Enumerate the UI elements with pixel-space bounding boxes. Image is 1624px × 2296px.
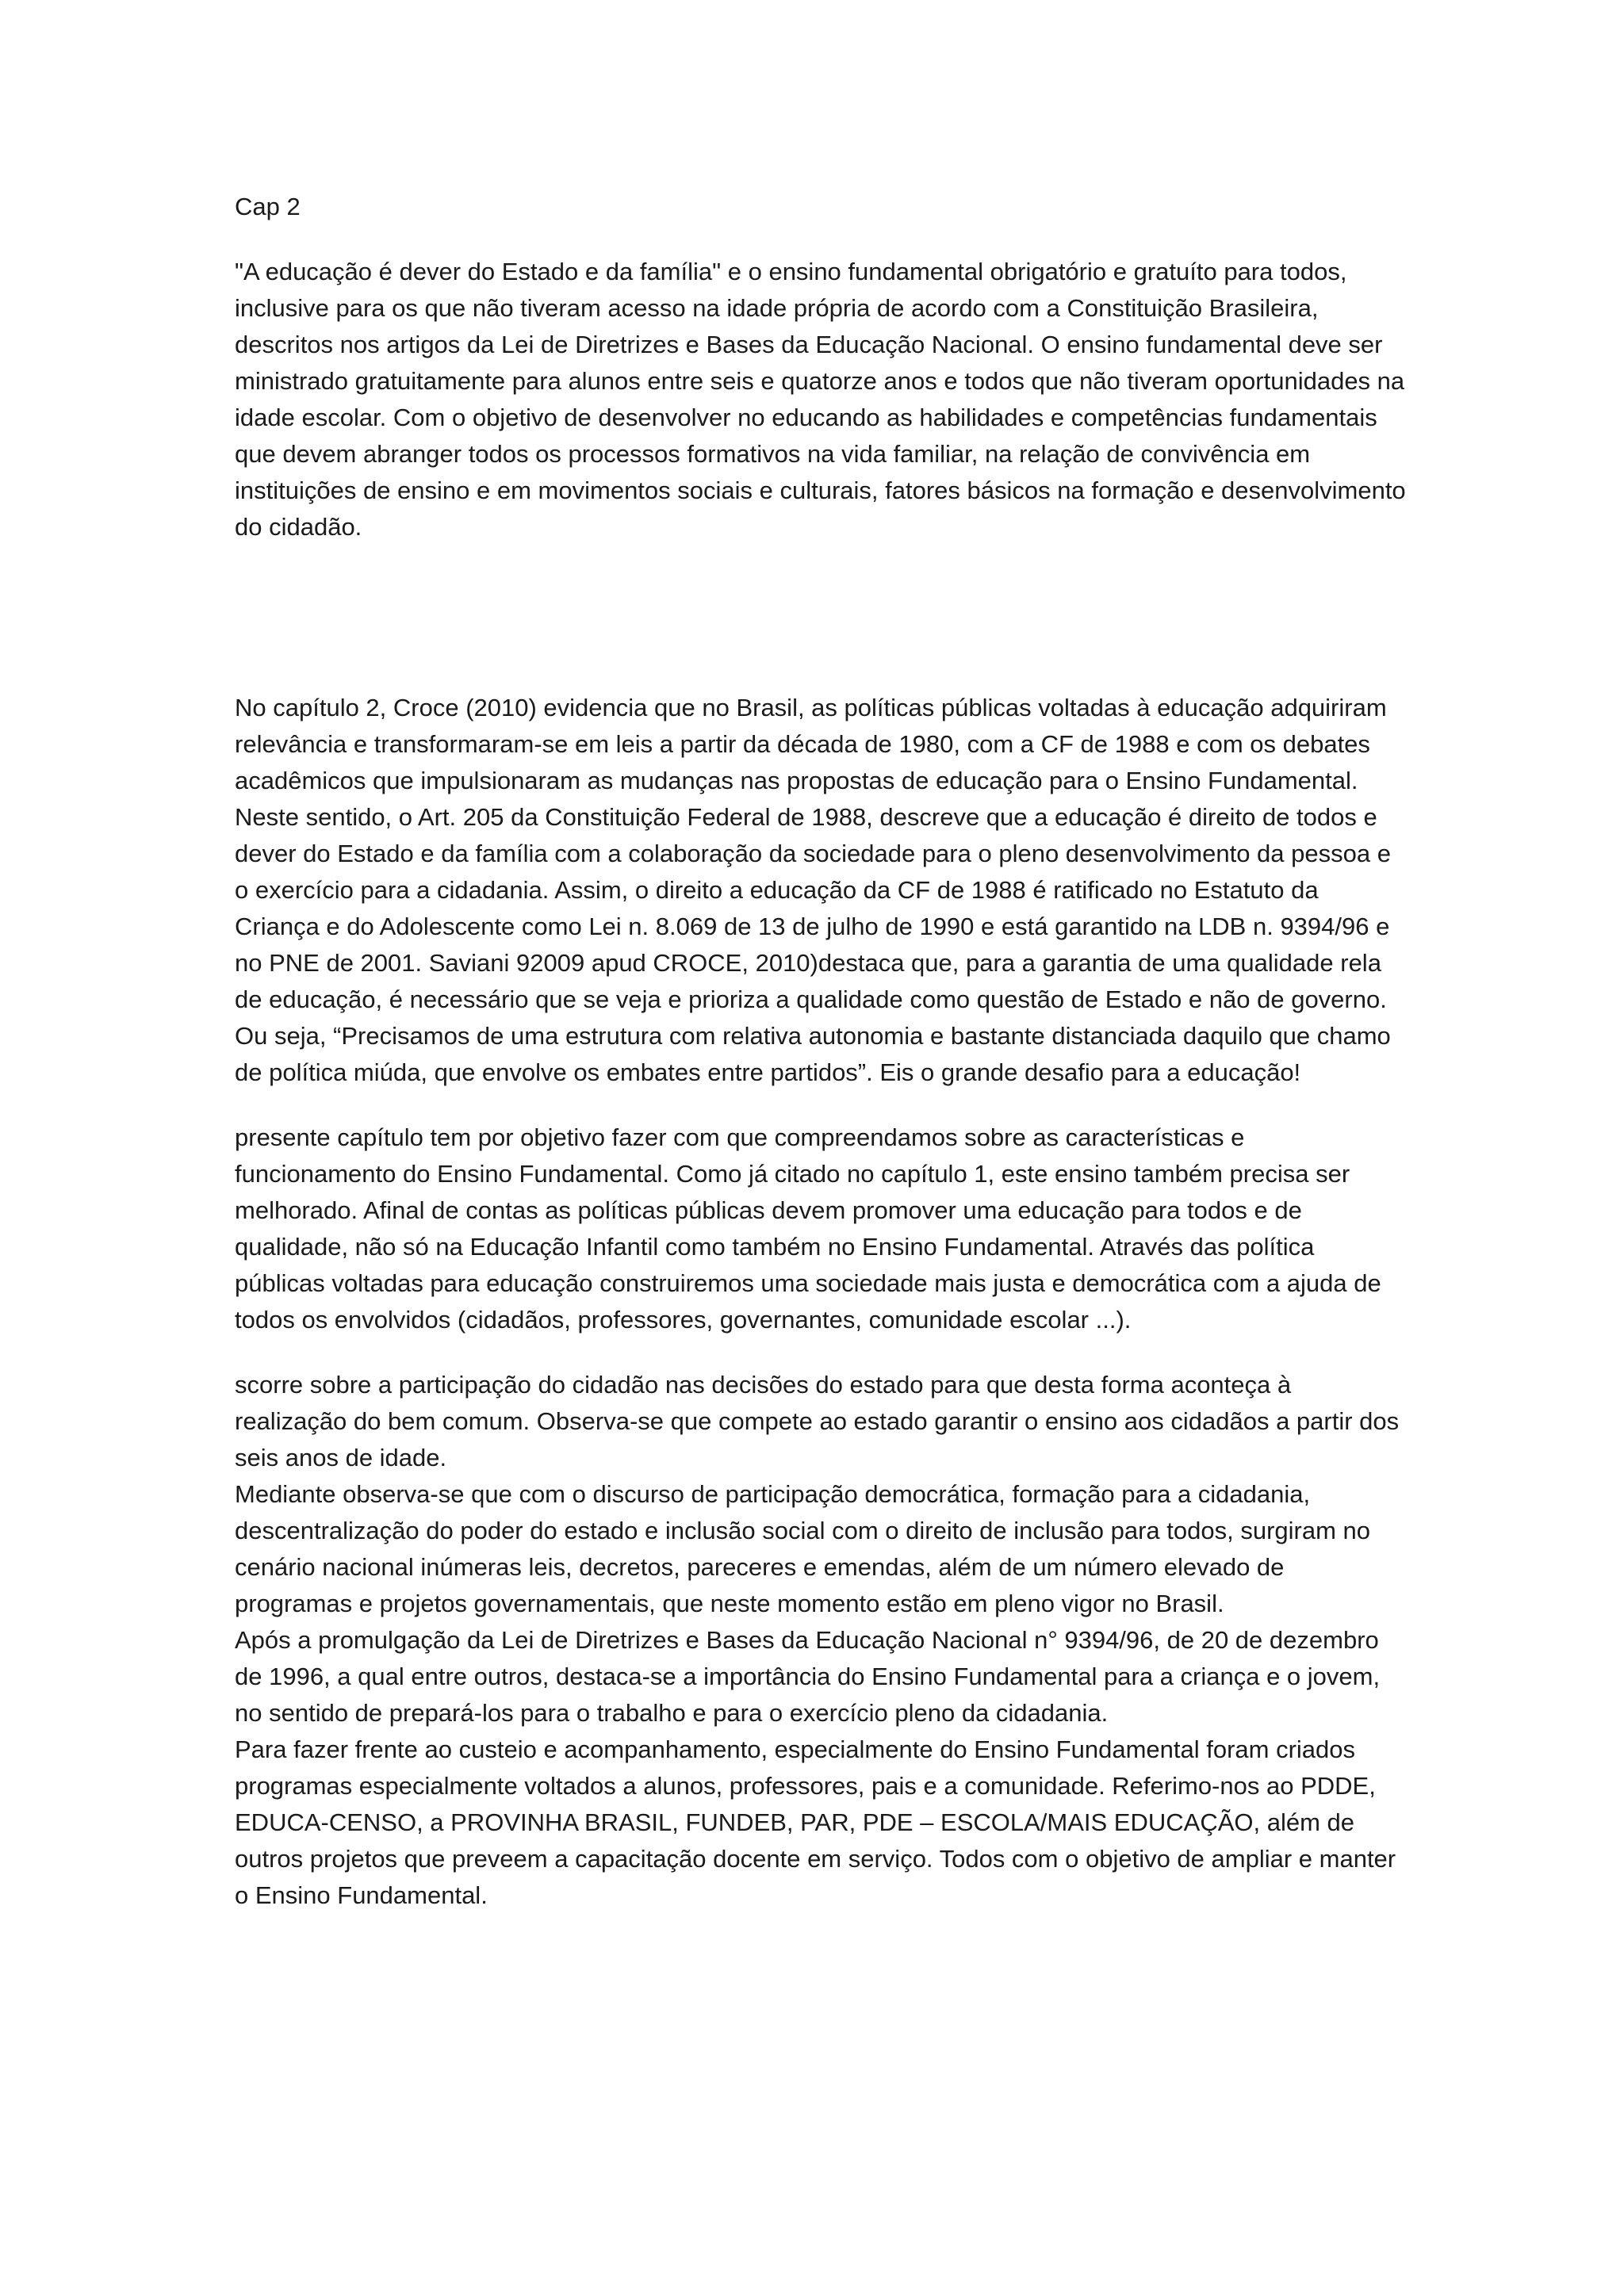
paragraph-participation: scorre sobre a participação do cidadão nas decisões do estado para que desta forma aconteça à realização do bem comum. Observa-se que compete ao estado garantir o ensino aos cidadãos a partir dos seis anos de idade. <box>235 1371 1400 1471</box>
paragraph-croce: No capítulo 2, Croce (2010) evidencia que no Brasil, as políticas públicas voltadas à educação adquiriram relevância e transformaram-se em leis a partir da década de 1980, com a CF de 1988 e com os debates acadêmicos que impulsionaram as mudanças nas propostas de educação para o Ensino Fundamental. Neste sentido, o Art. 205 da Constituição Federal de 1988, descreve que a educação é direito de todos e dever do Estado e da família com a colaboração da sociedade para o pleno desenvolvimento da pessoa e o exercício para a cidadania. Assim, o direito a educação da CF de 1988 é ratificado no Estatuto da Criança e do Adolescente como Lei n. 8.069 de 13 de julho de 1990 e está garantido na LDB n. 9394/96 e no PNE de 2001. Saviani 92009 apud CROCE, 2010)destaca que, para a garantia de uma qualidade rela de educação, é necessário que se veja e prioriza a qualidade como questão de Estado e não de governo. Ou seja, “Precisamos de uma estrutura com relativa autonomia e bastante distanciada daquilo que chamo de política miúda, que envolve os embates entre partidos”. Eis o grande desafio para a educação! <box>235 694 1391 1086</box>
chapter-heading: Cap 2 <box>235 193 301 220</box>
paragraph-programs: Para fazer frente ao custeio e acompanhamento, especialmente do Ensino Fundamental foram criados programas especialmente voltados a alunos, professores, pais e a comunidade. Referimo-nos ao PDDE, EDUCA-CENSO, a PROVINHA BRASIL, FUNDEB, PAR, PDE – ESCOLA/MAIS EDUCAÇÃO, além de outros projetos que preveem a capacitação docente em serviço. Todos com o objetivo de ampliar e manter o Ensino Fundamental. <box>235 1735 1396 1909</box>
document-body <box>235 189 1408 1914</box>
paragraph-ldb: Após a promulgação da Lei de Diretrizes e Bases da Educação Nacional n° 9394/96, de 20 de dezembro de 1996, a qual entre outros, destaca-se a importância do Ensino Fundamental para a criança e o jovem, no sentido de prepará-los para o trabalho e para o exercício pleno da cidadania. <box>235 1626 1381 1727</box>
paragraph-democratic-discourse: Mediante observa-se que com o discurso de participação democrática, formação para a cidadania, descentralização do poder do estado e inclusão social com o direito de inclusão para todos, surgiram no cenário nacional inúmeras leis, decretos, pareceres e emendas, além de um número elevado de programas e projetos governamentais, que neste momento estão em pleno vigor no Brasil. <box>235 1480 1371 1617</box>
paragraph-objective: presente capítulo tem por objetivo fazer com que compreendamos sobre as características e funcionamento do Ensino Fundamental. Como já citado no capítulo 1, este ensino também precisa ser melhorado. Afinal de contas as políticas públicas devem promover uma educação para todos e de qualidade, não só na Educação Infantil como também no Ensino Fundamental. Através das política públicas voltadas para educação construiremos uma sociedade mais justa e democrática com a ajuda de todos os envolvidos (cidadãos, professores, governantes, comunidade escolar ...). <box>235 1123 1381 1334</box>
paragraph-intro: "A educação é dever do Estado e da família" e o ensino fundamental obrigatório e gratuíto para todos, inclusive para os que não tiveram acesso na idade própria de acordo com a Constituição Brasileira, descritos nos artigos da Lei de Diretrizes e Bases da Educação Nacional. O ensino fundamental deve ser ministrado gratuitamente para alunos entre seis e quatorze anos e todos que não tiveram oportunidades na idade escolar. Com o objetivo de desenvolver no educando as habilidades e competências fundamentais que devem abranger todos os processos formativos na vida familiar, na relação de convivência em instituições de ensino e em movimentos sociais e culturais, fatores básicos na formação e desenvolvimento do cidadão. <box>235 258 1406 541</box>
